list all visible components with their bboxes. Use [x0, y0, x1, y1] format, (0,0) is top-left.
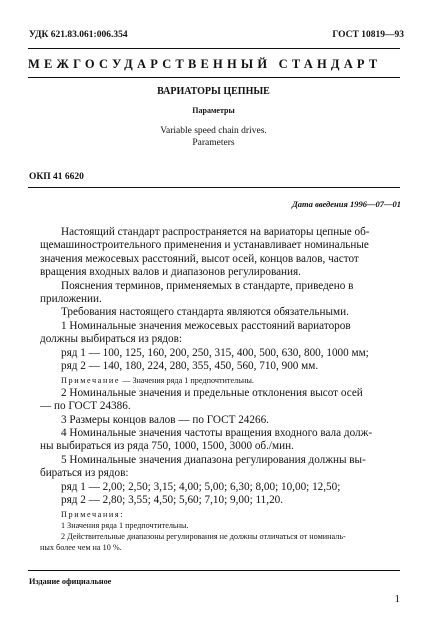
body-line: вращения входных валов и диапазонов регулирования. — [40, 266, 301, 279]
english-title-line-1: Variable speed chain drives. — [160, 126, 267, 136]
section-1-line: должны выбираться из рядов: — [40, 333, 183, 346]
udk-code: УДК 621.83.061:006.354 — [29, 30, 128, 40]
section-5-note-2: 2 Действительные диапазоны регулирования не должны отличаться от номиналь- — [61, 532, 346, 541]
english-title-line-2: Parameters — [192, 138, 235, 148]
section-4-line: 4 Номинальные значения частоты вращения входного вала долж- — [61, 427, 373, 439]
introduction-date: Дата введения 1996—07—01 — [291, 199, 401, 209]
interstate-standard-heading: МЕЖГОСУДАРСТВЕННЫЙ СТАНДАРТ — [28, 57, 382, 71]
section-4-line: ны выбираться из ряда 750, 1000, 1500, 3000 об./мин. — [40, 440, 294, 453]
document-title: ВАРИАТОРЫ ЦЕПНЫЕ — [157, 86, 270, 97]
section-1-row-2: ряд 2 — 140, 180, 224, 280, 355, 450, 560, 710, 900 мм. — [61, 360, 319, 372]
section-5-row-2: ряд 2 — 2,80; 3,55; 4,50; 5,60; 7,10; 9,00; 11,20. — [61, 494, 284, 506]
body-line: Пояснения терминов, применяемых в стандарте, приведено в — [61, 279, 354, 292]
top-rule — [28, 48, 400, 49]
gost-number: ГОСТ 10819—93 — [332, 30, 404, 40]
note-label: Примечание — [61, 376, 121, 385]
section-1-note — [61, 374, 254, 387]
body-line: значения межосевых расстояний, высот осей, концов валов, частот — [40, 252, 359, 265]
footer-rule — [28, 570, 400, 571]
section-5-note-2-cont: ных более чем на 10 %. — [40, 543, 122, 552]
official-edition-label: Издание официальное — [29, 577, 112, 586]
okp-rule — [28, 187, 400, 188]
body-line: Требования настоящего стандарта являются обязательными. — [61, 306, 349, 319]
note-text: — Значения ряда 1 предпочтительны. — [120, 376, 254, 385]
heading-rule — [28, 77, 400, 78]
page-number: 1 — [394, 593, 400, 605]
body-line: Настоящий стандарт распространяется на вариаторы цепные об- — [61, 226, 370, 238]
section-3-line: 3 Размеры концов валов — по ГОСТ 24266. — [61, 413, 269, 426]
okp-code: ОКП 41 6620 — [29, 172, 84, 182]
section-5-note-1: 1 Значения ряда 1 предпочтительны. — [61, 521, 189, 530]
section-5-notes-label: Примечания: — [61, 510, 125, 519]
section-1-row-1: ряд 1 — 100, 125, 160, 200, 250, 315, 400, 500, 630, 800, 1000 мм; — [61, 346, 369, 359]
document-body — [40, 226, 405, 566]
section-2-line: 2 Номинальные значения и предельные отклонения высот осей — [61, 386, 363, 399]
section-5-row-1: ряд 1 — 2,00; 2,50; 3,15; 4,00; 5,00; 6,30; 8,00; 10,00; 12,50; — [61, 480, 341, 493]
body-line: приложении. — [40, 293, 102, 305]
section-1-line: 1 Номинальные значения межосевых расстояний вариаторов — [61, 319, 351, 332]
body-line: щемашиностроительного применения и устанавливает номинальные — [40, 239, 369, 252]
section-2-line: — по ГОСТ 24386. — [40, 400, 131, 413]
document-subtitle: Параметры — [192, 106, 235, 115]
section-5-line: 5 Номинальные значения диапазона регулирования должны вы- — [61, 453, 366, 466]
section-5-line: бираться из рядов: — [40, 467, 129, 480]
